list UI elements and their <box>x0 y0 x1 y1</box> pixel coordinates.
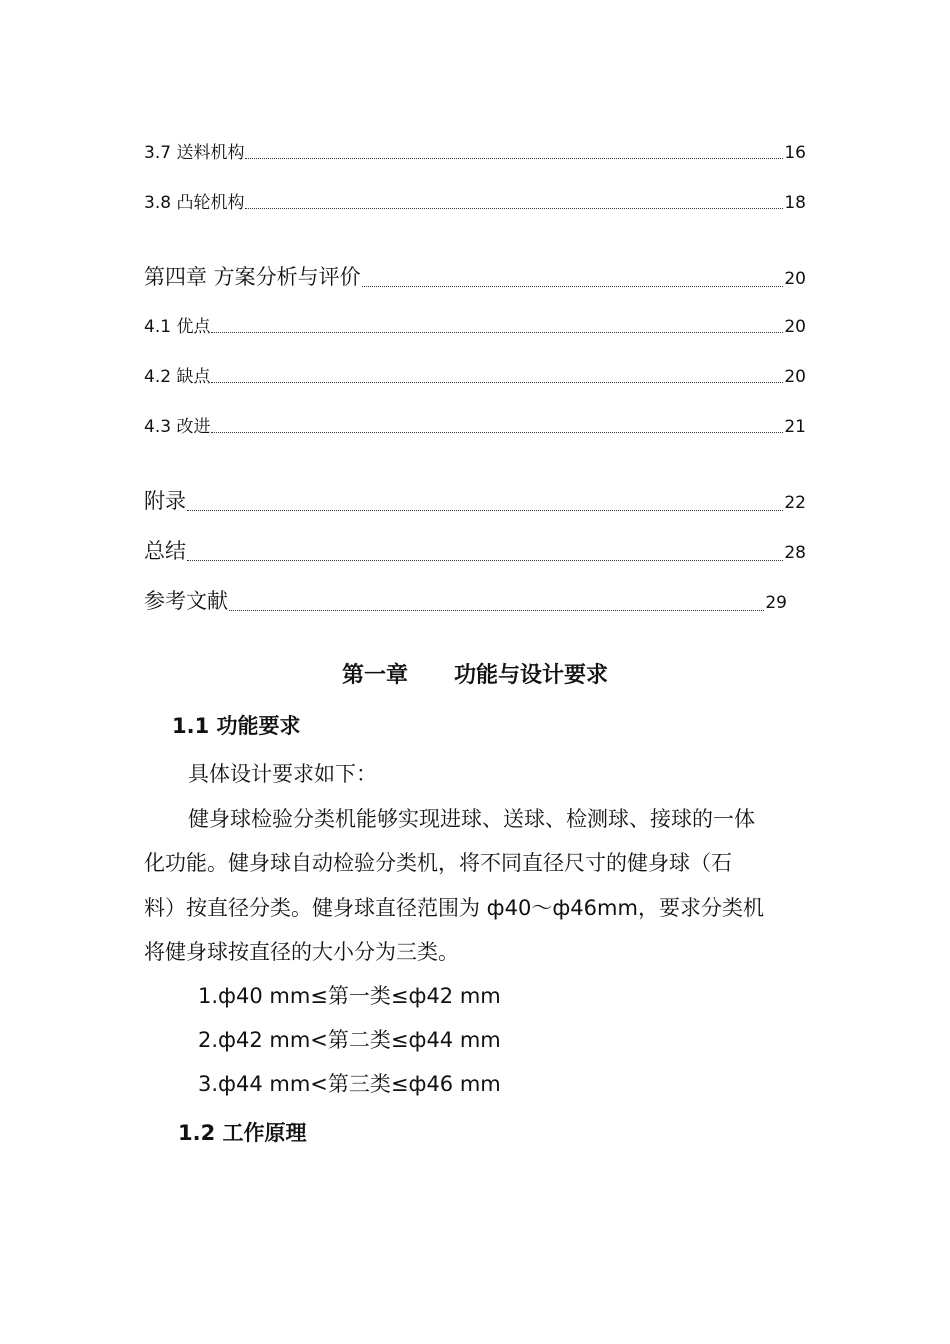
chapter-title: 第一章 功能与设计要求 <box>342 663 608 688</box>
toc-page-number: 20 <box>784 317 806 337</box>
toc-label: 第四章 方案分析与评价 <box>144 265 361 289</box>
toc-entry[interactable] <box>144 312 806 337</box>
toc-leader-dots <box>211 432 783 433</box>
toc-label: 附录 <box>144 489 186 513</box>
toc-label: 4.1 优点 <box>144 317 211 337</box>
toc-entry[interactable] <box>144 138 806 163</box>
toc-leader-dots <box>362 286 784 287</box>
intro-paragraph: 具体设计要求如下： <box>188 762 377 786</box>
body-line: 料）按直径分类。健身球直径范围为 ф40～ф46mm，要求分类机 <box>144 896 764 920</box>
toc-label: 总结 <box>144 539 186 563</box>
toc-leader-dots <box>211 332 783 333</box>
toc-page-number: 16 <box>784 143 806 163</box>
toc-label: 参考文献 <box>144 589 228 613</box>
toc-chapter-entry[interactable] <box>144 585 787 615</box>
toc-leader-dots <box>187 510 783 511</box>
toc-label: 3.8 凸轮机构 <box>144 193 245 213</box>
toc-page-number: 21 <box>784 417 806 437</box>
toc-page-number: 20 <box>784 269 806 289</box>
body-line: 化功能。健身球自动检验分类机，将不同直径尺寸的健身球（石 <box>144 851 732 875</box>
toc-page-number: 28 <box>784 543 806 563</box>
class-item: 3.ф44 mm<第三类≤ф46 mm <box>198 1072 501 1096</box>
toc-page-number: 18 <box>784 193 806 213</box>
toc-label: 4.2 缺点 <box>144 367 211 387</box>
toc-leader-dots <box>245 208 783 209</box>
toc-entry[interactable] <box>144 412 806 437</box>
toc-page-number: 22 <box>784 493 806 513</box>
body-line: 将健身球按直径的大小分为三类。 <box>144 940 459 964</box>
toc-leader-dots <box>211 382 783 383</box>
toc-page-number: 20 <box>784 367 806 387</box>
toc-label: 4.3 改进 <box>144 417 211 437</box>
toc-entry[interactable] <box>144 362 806 387</box>
section-heading: 1.2 工作原理 <box>178 1121 307 1145</box>
toc-chapter-entry[interactable] <box>144 261 806 291</box>
toc-label: 3.7 送料机构 <box>144 143 245 163</box>
toc-chapter-entry[interactable] <box>144 535 806 565</box>
toc-chapter-entry[interactable] <box>144 485 806 515</box>
class-item: 1.ф40 mm≤第一类≤ф42 mm <box>198 984 501 1008</box>
body-line: 健身球检验分类机能够实现进球、送球、检测球、接球的一体 <box>188 807 755 831</box>
class-item: 2.ф42 mm<第二类≤ф44 mm <box>198 1028 501 1052</box>
toc-leader-dots <box>229 610 764 611</box>
toc-entry[interactable] <box>144 188 806 213</box>
toc-leader-dots <box>245 158 783 159</box>
section-heading: 1.1 功能要求 <box>172 714 301 738</box>
toc-leader-dots <box>187 560 783 561</box>
toc-page-number: 29 <box>765 593 787 613</box>
